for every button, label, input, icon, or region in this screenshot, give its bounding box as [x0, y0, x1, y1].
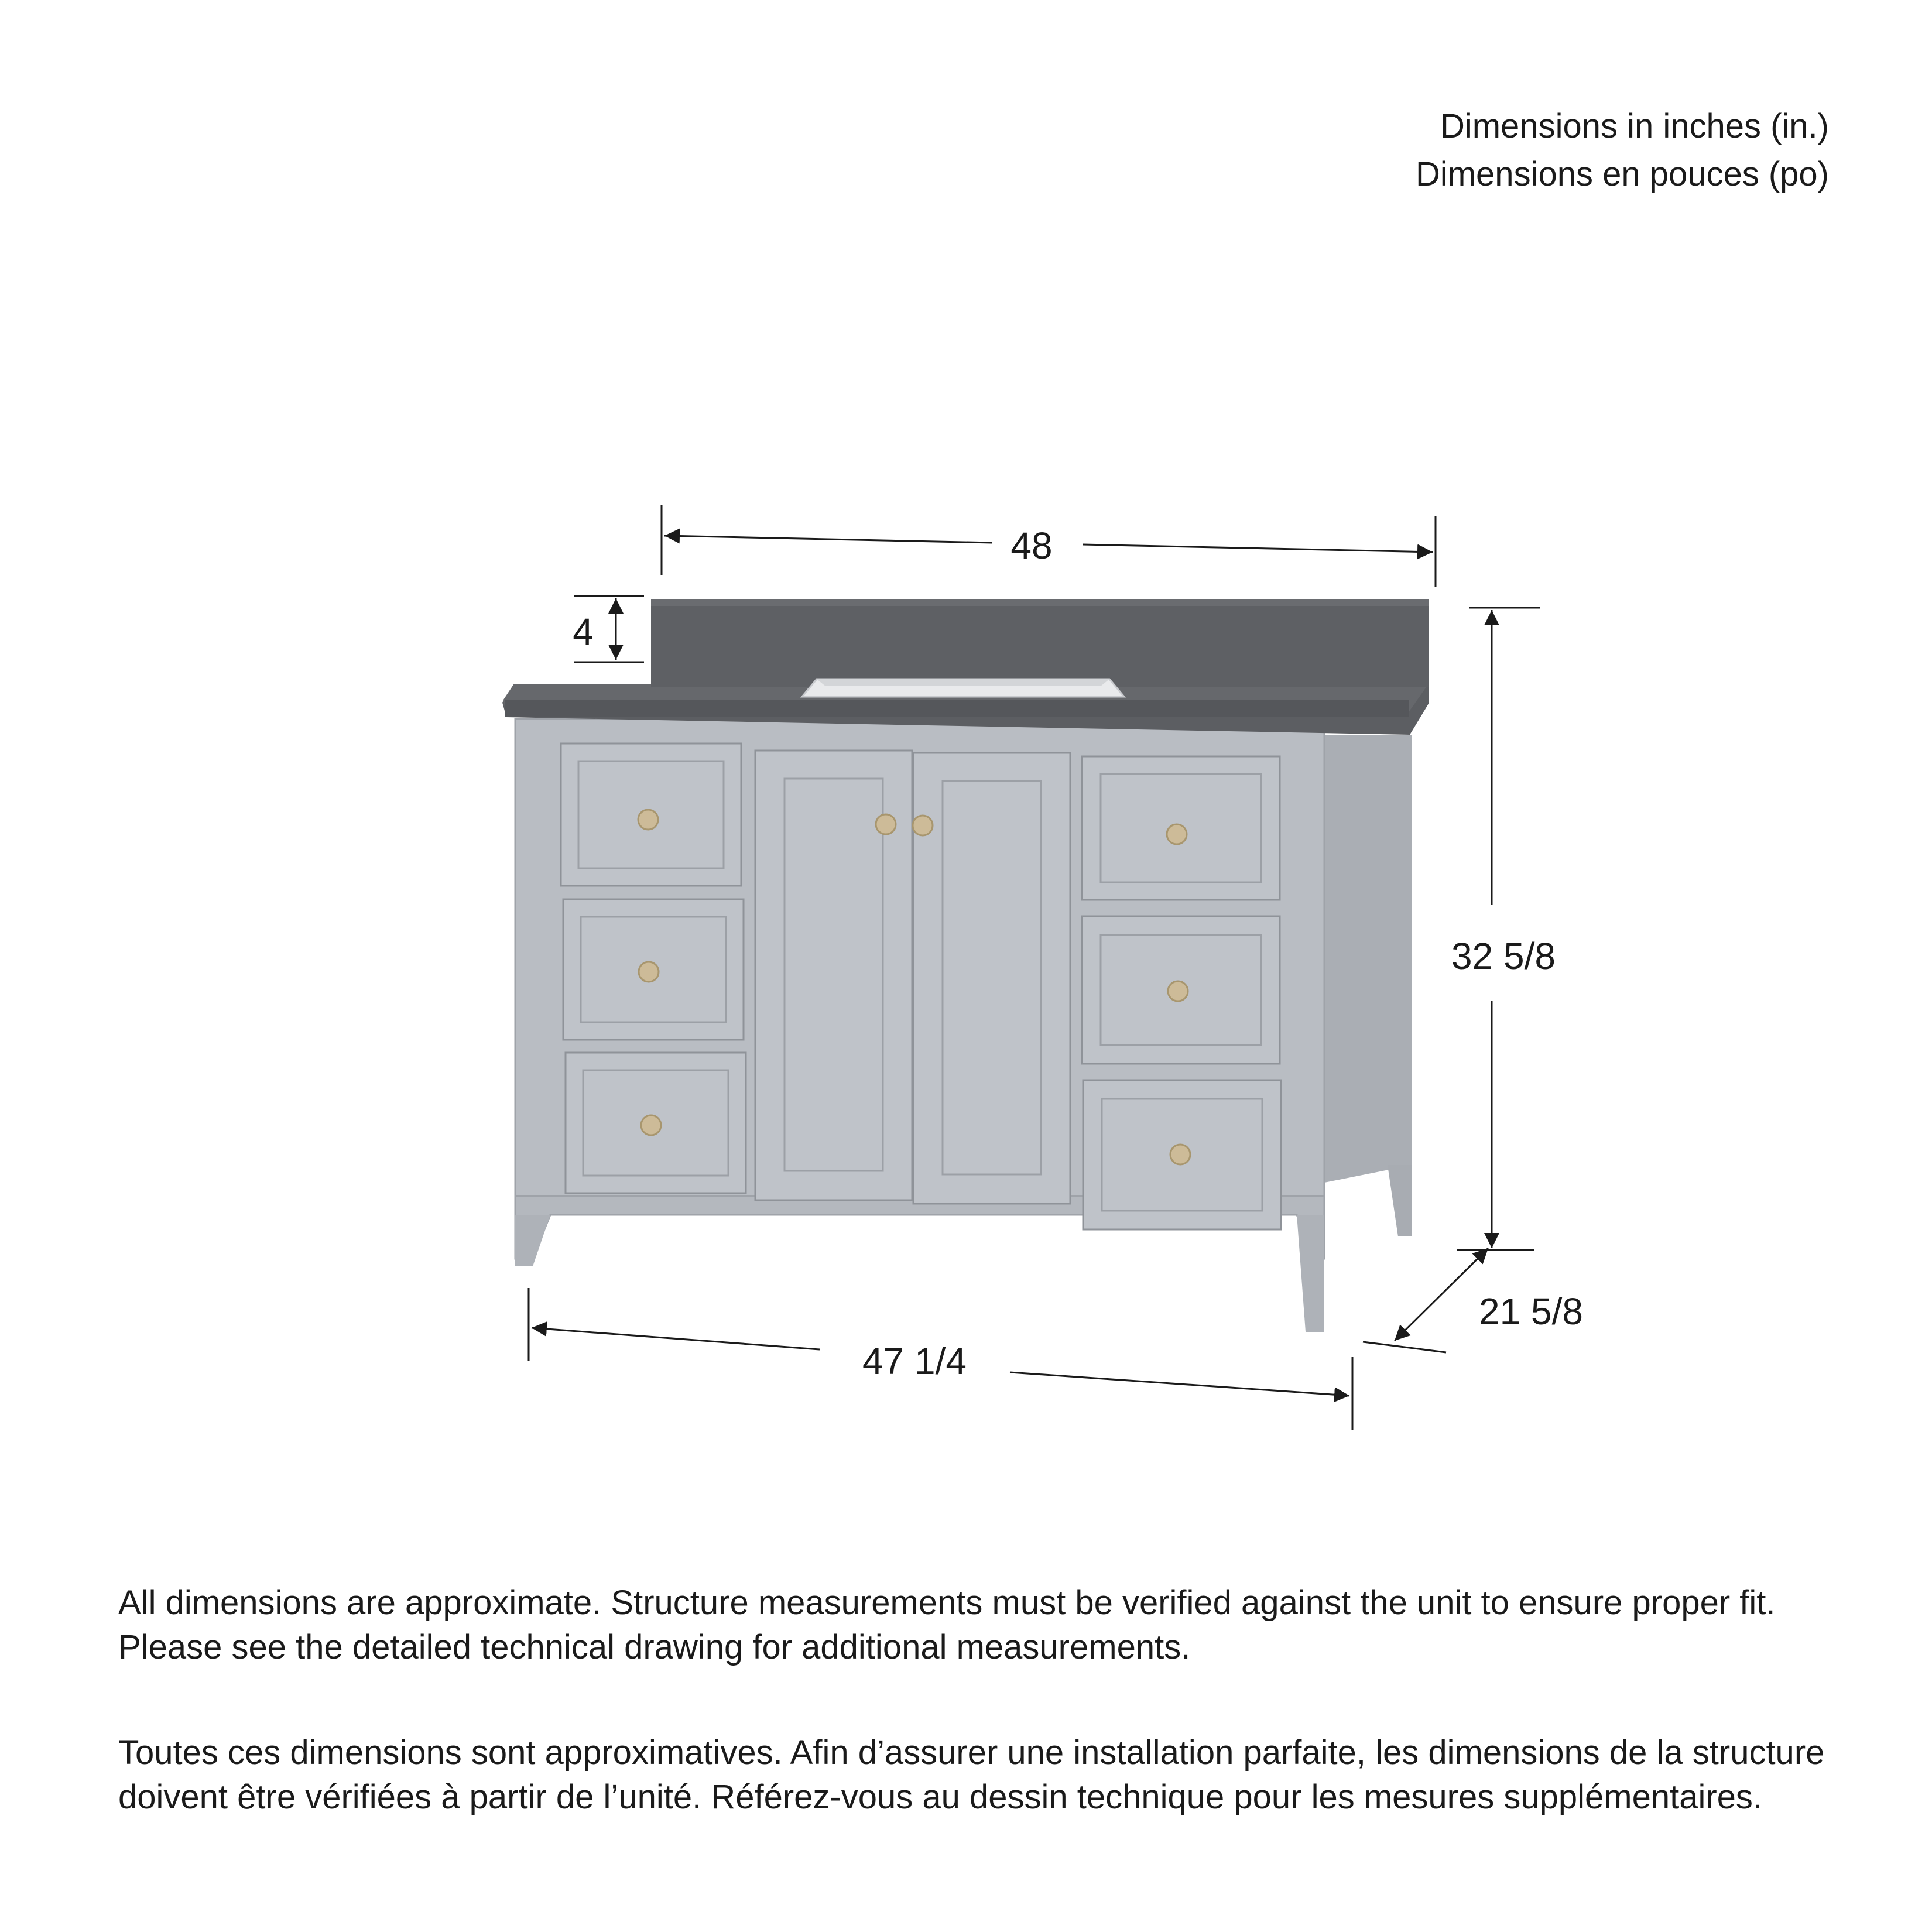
cabinet-door-right — [913, 753, 1070, 1204]
right-drawer-bottom — [1083, 1080, 1281, 1229]
dim-base-width: 47 1/4 — [862, 1340, 967, 1382]
knob-icon — [638, 810, 658, 830]
width-arrow-left — [664, 536, 992, 543]
knob-icon — [1170, 1145, 1190, 1164]
left-drawer-top — [561, 744, 741, 886]
disclaimer-french: Toutes ces dimensions sont approximatives. Afin d’assurer une installation parfaite, les dimensions de la structure doivent être vérifiées à partir de l’unité. Référez-vous au dessin technique pour les mesures supplémentaires. — [118, 1734, 1825, 1816]
depth-arrow — [1395, 1248, 1488, 1341]
knob-icon — [1167, 824, 1187, 844]
units-english: Dimensions in inches (in.) — [1440, 107, 1829, 145]
dim-total-height: 32 5/8 — [1451, 935, 1556, 977]
base-width-arrow-right — [1010, 1372, 1349, 1396]
units-french: Dimensions en pouces (po) — [1415, 155, 1829, 193]
knob-icon — [639, 962, 659, 982]
extension-line — [1363, 1342, 1446, 1352]
width-arrow-right — [1083, 544, 1433, 552]
base-width-arrow-left — [532, 1328, 820, 1349]
vanity-illustration — [502, 599, 1429, 1332]
knob-icon — [913, 816, 933, 835]
right-drawer-top — [1082, 756, 1280, 900]
knob-icon — [1168, 981, 1188, 1001]
knob-icon — [876, 814, 896, 834]
dim-depth: 21 5/8 — [1479, 1290, 1583, 1332]
left-drawer-bottom — [566, 1053, 746, 1193]
dim-top-width: 48 — [1010, 525, 1053, 567]
knob-icon — [641, 1115, 661, 1135]
disclaimer-notes — [118, 1581, 1828, 1880]
cabinet-door-left — [755, 751, 912, 1200]
right-drawer-middle — [1082, 916, 1280, 1064]
dim-backsplash-height: 4 — [573, 611, 594, 653]
left-drawer-middle — [563, 899, 744, 1040]
disclaimer-english: All dimensions are approximate. Structure measurements must be verified against the unit to ensure proper fit. Please see the detailed technical drawing for additional measurements. — [118, 1584, 1776, 1666]
